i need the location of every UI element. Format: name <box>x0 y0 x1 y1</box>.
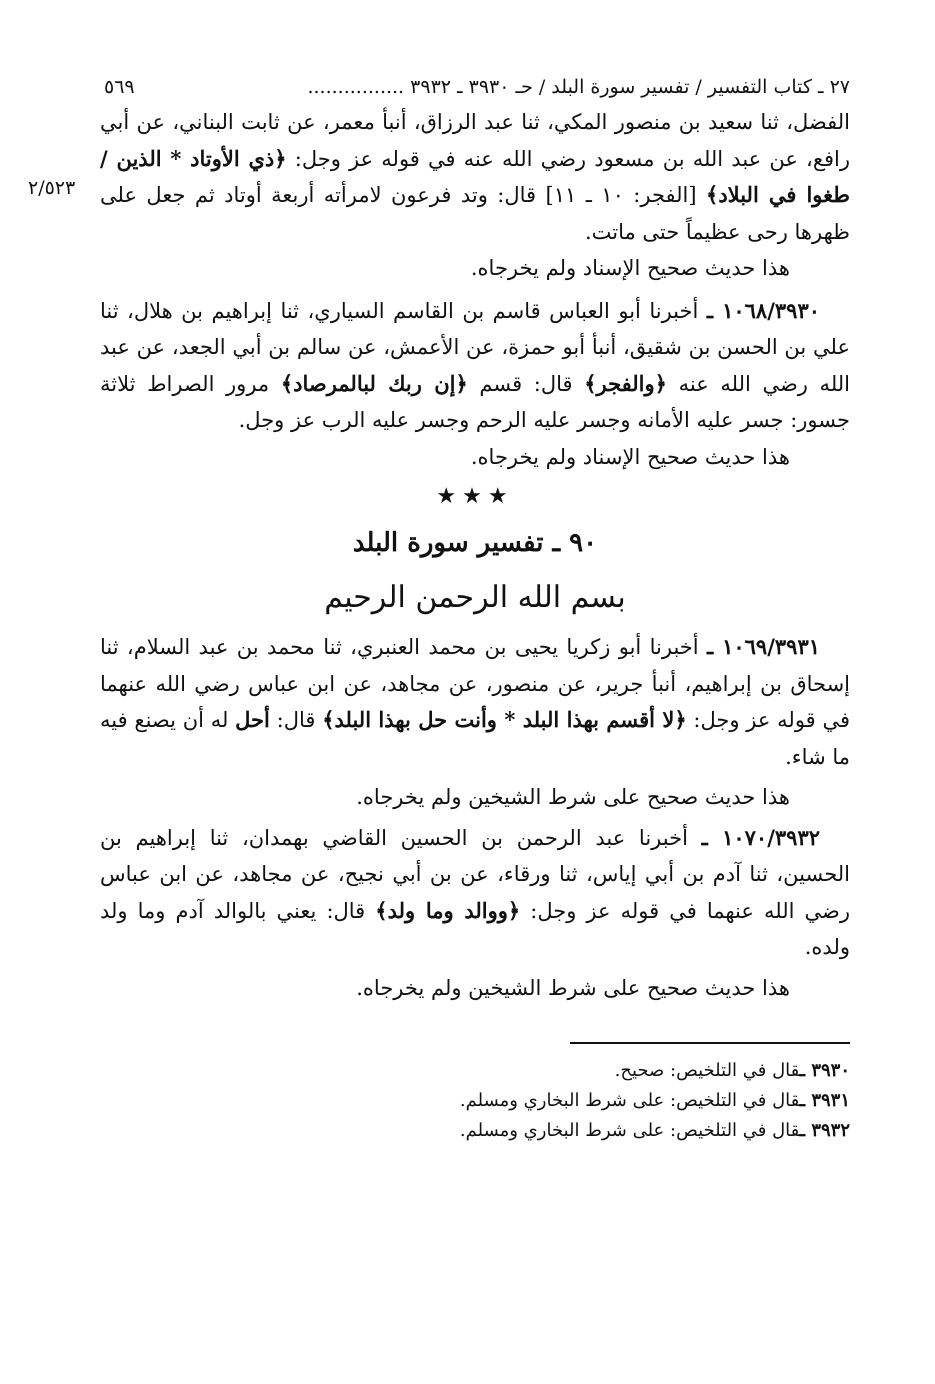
footnote-text: قال في التلخيص: على شرط البخاري ومسلم. <box>459 1120 800 1141</box>
margin-reference: ٢/٥٢٣ <box>28 177 76 199</box>
footnotes <box>100 1056 850 1146</box>
running-header <box>100 70 850 104</box>
footnote-number: ٣٩٣٢ ـ <box>799 1120 850 1141</box>
page-number: ٥٦٩ <box>104 76 135 98</box>
footnote <box>100 1086 850 1116</box>
hadith-3931 <box>100 629 850 816</box>
hadith-3930-text <box>100 293 850 439</box>
continued-hadith <box>28 104 851 287</box>
hadith-number: ١٠٦٨/٣٩٣٠ ـ <box>706 297 820 323</box>
hadith-3931-text <box>100 629 850 775</box>
footnote <box>100 1116 850 1146</box>
continued-hadith-text: الفضل، ثنا سعيد بن منصور المكي، ثنا عبد الرزاق، أنبأ معمر، عن ثابت البناني، عن أبي رافع، عن عبد الله بن مسعود رضي الله عنه في قوله عز وجل: ﴿ذي الأوتاد * الذين / طغوا في البلاد﴾ [الفجر: ١٠ ـ ١١] قال: وتد فرعون لامرأته أربعة أوتاد ثم جعل على ظهرها رحى عظيماً حتى ماتت. <box>100 110 851 244</box>
grading-text: هذا حديث صحيح الإسناد ولم يخرجاه. <box>470 256 790 280</box>
section-divider: ★★★ <box>436 484 514 509</box>
footnote-text: قال في التلخيص: على شرط البخاري ومسلم. <box>459 1090 800 1111</box>
grading-text: هذا حديث صحيح الإسناد ولم يخرجاه. <box>470 444 790 469</box>
footnote-text: قال في التلخيص: صحيح. <box>614 1060 800 1081</box>
grading-text: هذا حديث صحيح على شرط الشيخين ولم يخرجاه. <box>356 975 790 1000</box>
grading-text: هذا حديث صحيح على شرط الشيخين ولم يخرجاه. <box>356 785 790 809</box>
hadith-number: ١٠٧٠/٣٩٣٢ ـ <box>701 824 820 850</box>
hadith-number: ١٠٦٩/٣٩٣١ ـ <box>706 634 820 659</box>
hadith-3932-text <box>100 820 850 966</box>
chapter-title: ٩٠ ـ تفسير سورة البلد <box>352 528 598 558</box>
footnote-rule <box>570 1042 850 1044</box>
hadith-3932 <box>100 820 850 1007</box>
hadith-3930 <box>100 293 850 476</box>
basmala: بسم الله الرحمن الرحيم <box>324 580 626 615</box>
footnote <box>100 1056 850 1086</box>
hadith-body: أخبرنا أبو زكريا يحيى بن محمد العنبري، ثنا محمد بن عبد السلام، ثنا إسحاق بن إبراهيم، أنبأ جرير، عن منصور، عن مجاهد، عن ابن عباس رضي الله عنهما في قوله عز وجل: ﴿لا أقسم بهذا البلد * وأنت حل بهذا البلد﴾ قال: أحل له أن يصنع فيه ما شاء. <box>100 635 851 769</box>
hadith-body: أخبرنا عبد الرحمن بن الحسين القاضي بهمدان، ثنا إبراهيم بن الحسين، ثنا آدم بن أبي إياس، ثنا ورقاء، عن بن أبي نجيح، عن مجاهد، عن ابن عباس رضي الله عنهما في قوله عز وجل: ﴿ووالد وما ولد﴾ قال: يعني بالوالد آدم وما ولد ولده. <box>100 825 850 959</box>
book-page <box>28 70 851 1146</box>
hadith-body: أخبرنا أبو العباس قاسم بن القاسم السياري، ثنا إبراهيم بن هلال، ثنا علي بن الحسن بن شقيق، أنبأ أبو حمزة، عن الأعمش، عن سالم بن أبي الجعد، عن عبد الله رضي الله عنه ﴿والفجر﴾ قال: قسم ﴿إن ربك لبالمرصاد﴾ مرور الصراط ثلاثة جسور: جسر عليه الأمانه وجسر عليه الرحم وجسر عليه الرب عز وجل. <box>100 298 850 432</box>
running-title: ٢٧ ـ كتاب التفسير / تفسير سورة البلد / حـ ٣٩٣٠ ـ ٣٩٣٢ ................ <box>307 76 850 98</box>
footnote-number: ٣٩٣٠ ـ <box>799 1060 850 1081</box>
footnote-number: ٣٩٣١ ـ <box>799 1090 850 1111</box>
